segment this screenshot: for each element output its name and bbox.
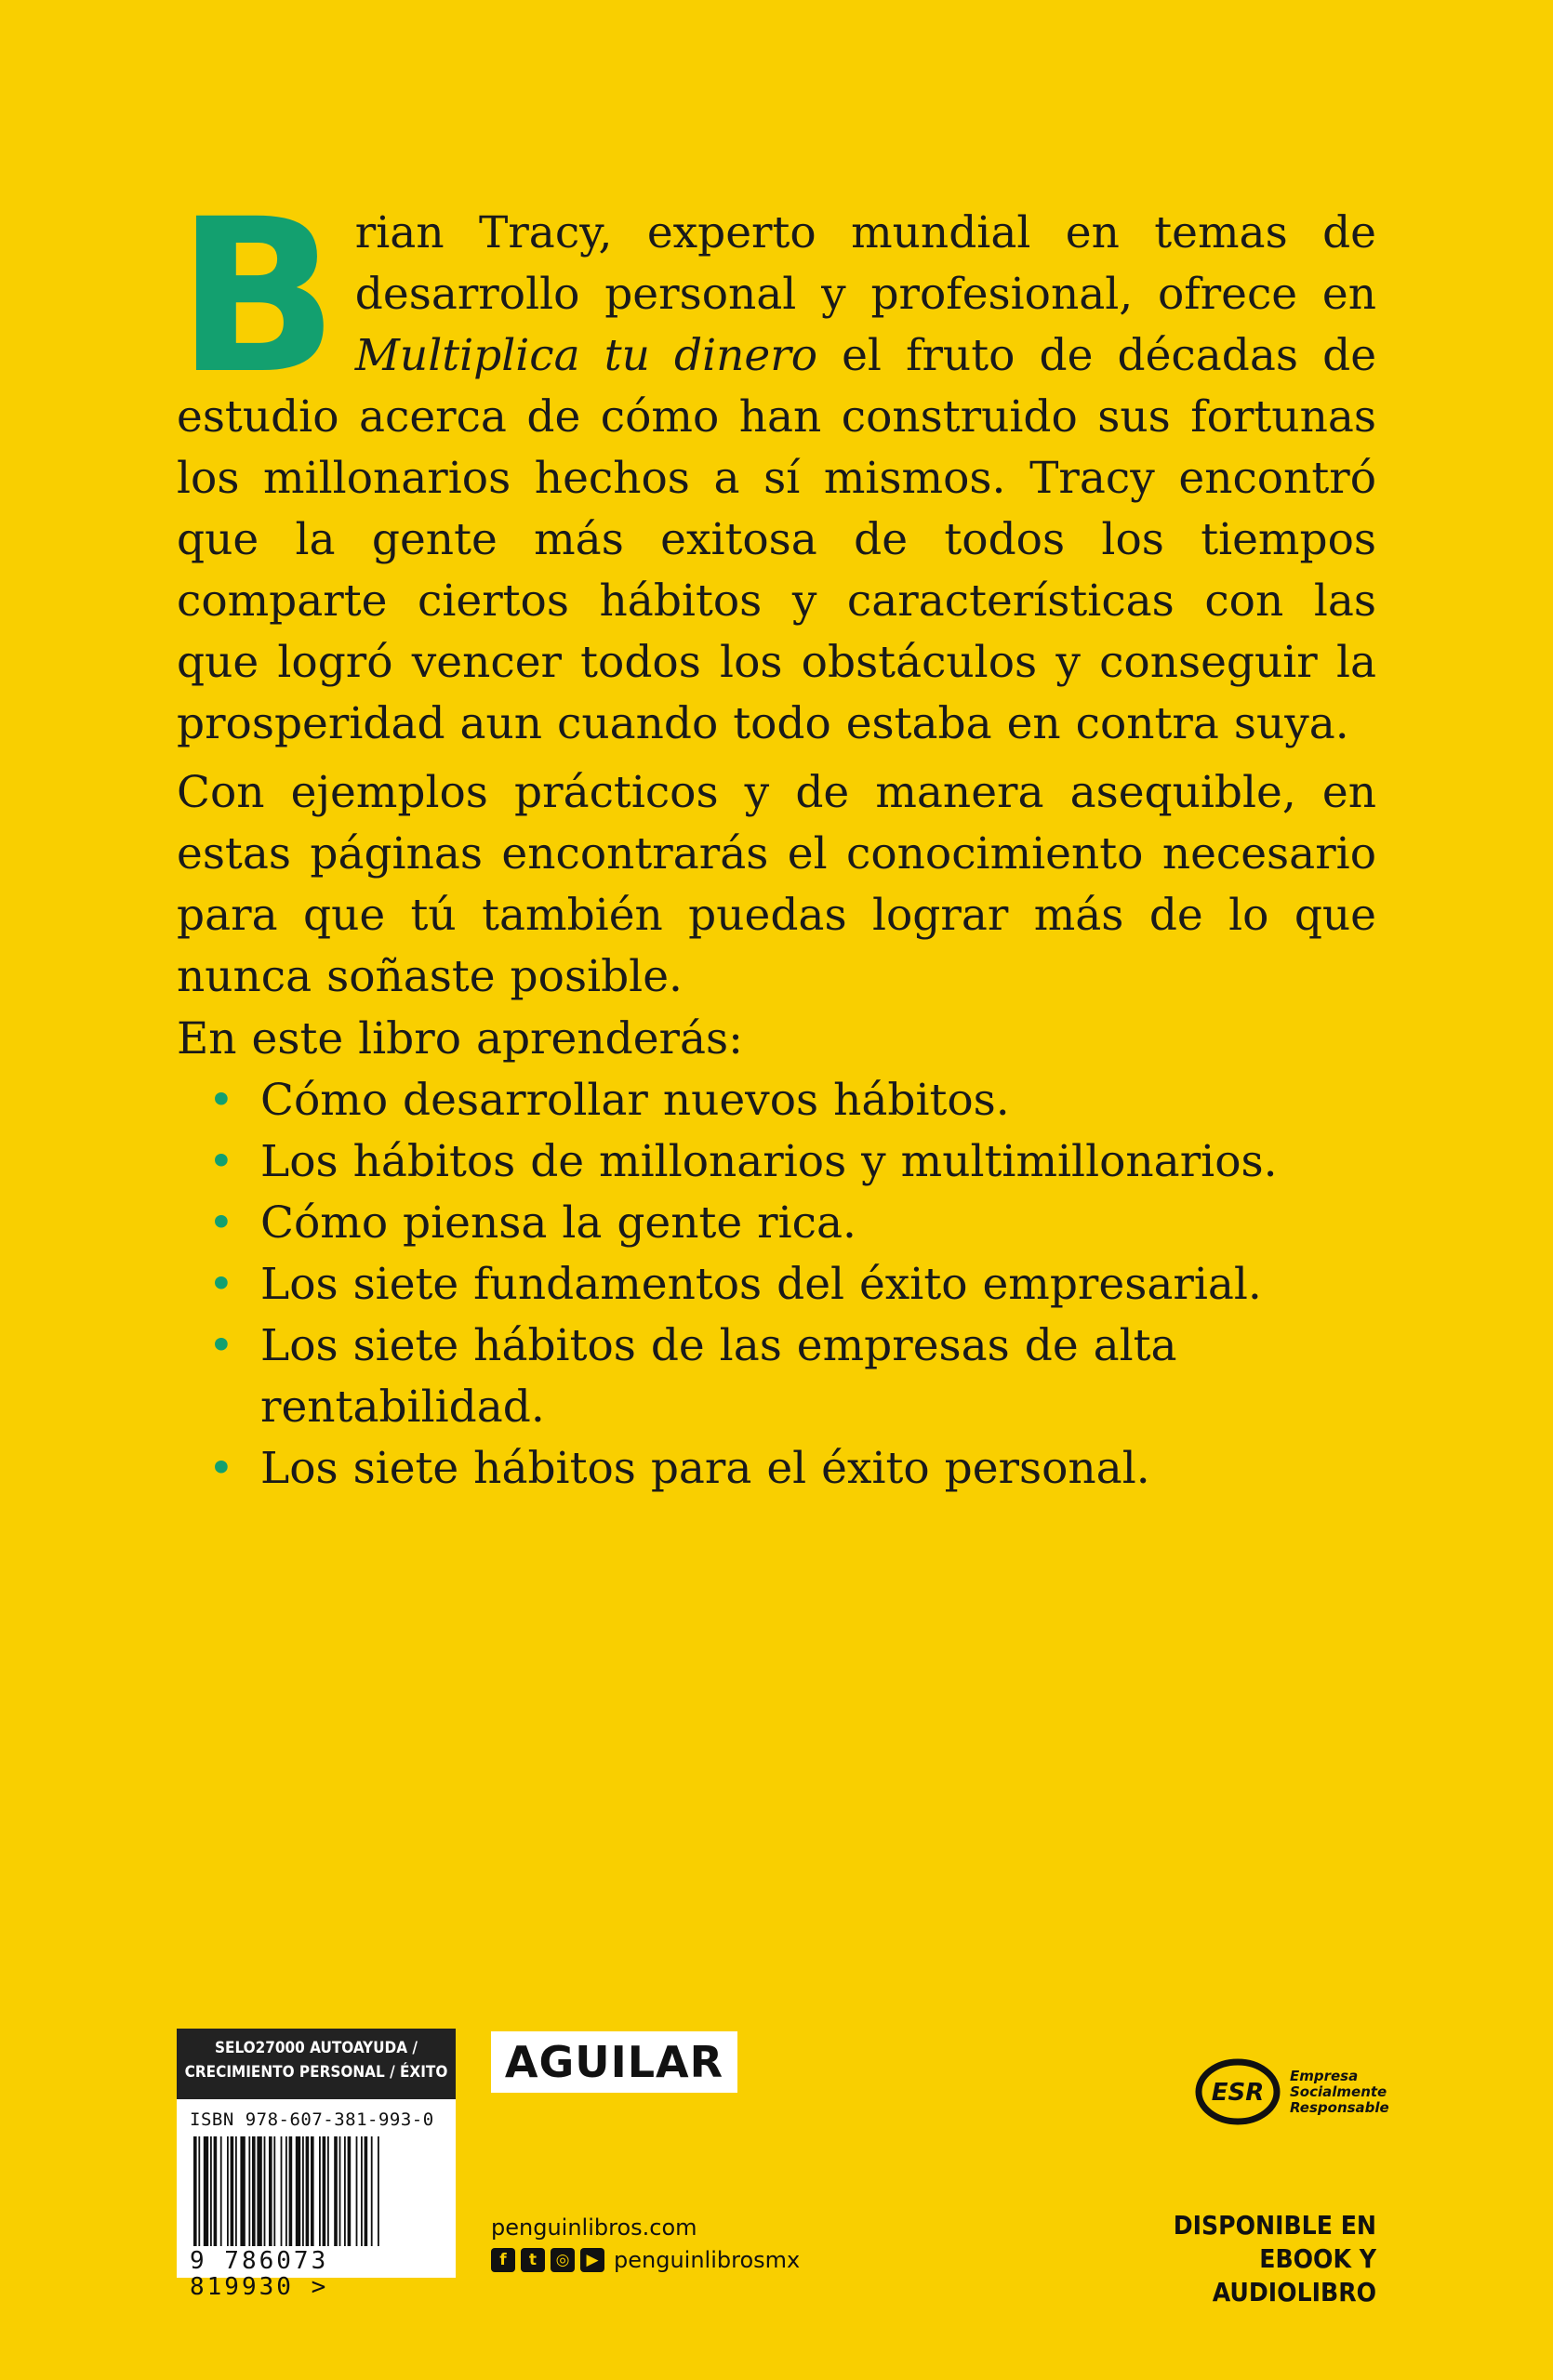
intro-text-start: rian Tracy, experto mundial en temas de desarrollo personal y profesional, ofrece en <box>354 207 1376 320</box>
list-item <box>177 1193 1376 1254</box>
category-line-2: CRECIMIENTO PERSONAL / ÉXITO <box>184 2063 448 2082</box>
bullet-icon: • <box>208 1259 234 1310</box>
list-item <box>177 1131 1376 1193</box>
learn-title: En este libro aprenderás: <box>177 1013 743 1064</box>
esr-line-2: Socialmente <box>1290 2082 1387 2100</box>
social-handle: penguinlibrosmx <box>614 2247 801 2273</box>
available-line-1: DISPONIBLE EN <box>1173 2210 1376 2241</box>
twitter-icon[interactable]: t <box>521 2248 545 2272</box>
esr-line-1: Empresa <box>1290 2067 1359 2084</box>
esr-text <box>1290 2069 1389 2116</box>
category-label <box>177 2029 456 2099</box>
esr-logo-icon <box>1193 2056 1282 2127</box>
book-title-italic: Multiplica tu dinero <box>354 330 817 381</box>
list-item-text: Cómo desarrollar nuevos hábitos. <box>260 1075 1010 1126</box>
list-item-text: Los hábitos de millonarios y multimillonarios. <box>260 1136 1278 1187</box>
bullet-icon: • <box>208 1443 234 1494</box>
intro-paragraph <box>177 173 1377 755</box>
list-item <box>177 1070 1376 1131</box>
isbn-barcode <box>177 2099 456 2301</box>
facebook-icon[interactable]: f <box>491 2248 515 2272</box>
website-url: penguinlibros.com <box>491 2215 697 2241</box>
intro-text-end: el fruto de décadas de estudio acerca de cómo han construido sus fortunas los millonarios hechos a sí mismos. Tracy encontró que la gente más exitosa de todos los tiempos comparte ciertos hábitos y características con las que logró vencer todos los obstáculos y conseguir la prosperidad aun cuando todo estaba en contra suya. <box>177 330 1377 749</box>
list-item-text: Los siete fundamentos del éxito empresarial. <box>260 1259 1262 1310</box>
list-item <box>177 1254 1376 1316</box>
instagram-icon[interactable]: ◎ <box>551 2248 575 2272</box>
list-item-text: Cómo piensa la gente rica. <box>260 1197 856 1249</box>
barcode-icon <box>190 2136 443 2246</box>
esr-badge <box>1193 2056 1389 2127</box>
barcode-number: 9 786073 819930 > <box>190 2247 329 2301</box>
isbn-text: ISBN 978-607-381-993-0 <box>190 2109 434 2130</box>
dropcap-letter: B <box>177 173 335 420</box>
list-item-text: Los siete hábitos para el éxito personal. <box>260 1443 1150 1494</box>
esr-logo-text: ESR <box>1211 2079 1265 2107</box>
bullet-icon: • <box>208 1136 234 1187</box>
learn-section <box>177 1009 1376 1500</box>
youtube-icon[interactable]: ▶ <box>580 2248 604 2272</box>
learn-list <box>177 1070 1376 1500</box>
esr-line-3: Responsable <box>1290 2098 1389 2116</box>
bullet-icon: • <box>208 1197 234 1249</box>
availability-note <box>1107 2209 1376 2309</box>
list-item-text: Los siete hábitos de las empresas de alta rentabilidad. <box>260 1320 1177 1433</box>
list-item <box>177 1438 1376 1500</box>
bullet-icon: • <box>208 1075 234 1126</box>
category-line-1: SELO27000 AUTOAYUDA / <box>215 2039 418 2057</box>
bullet-icon: • <box>208 1320 234 1371</box>
second-paragraph: Con ejemplos prácticos y de manera asequible, en estas páginas encontrarás el conocimiento necesario para que tú también puedas lograr más de lo que nunca soñaste posible. <box>177 767 1376 1002</box>
available-line-2: EBOOK Y AUDIOLIBRO <box>1212 2243 1376 2307</box>
publisher-logo: AGUILAR <box>491 2031 737 2093</box>
list-item <box>177 1316 1376 1438</box>
social-links <box>491 2247 800 2273</box>
